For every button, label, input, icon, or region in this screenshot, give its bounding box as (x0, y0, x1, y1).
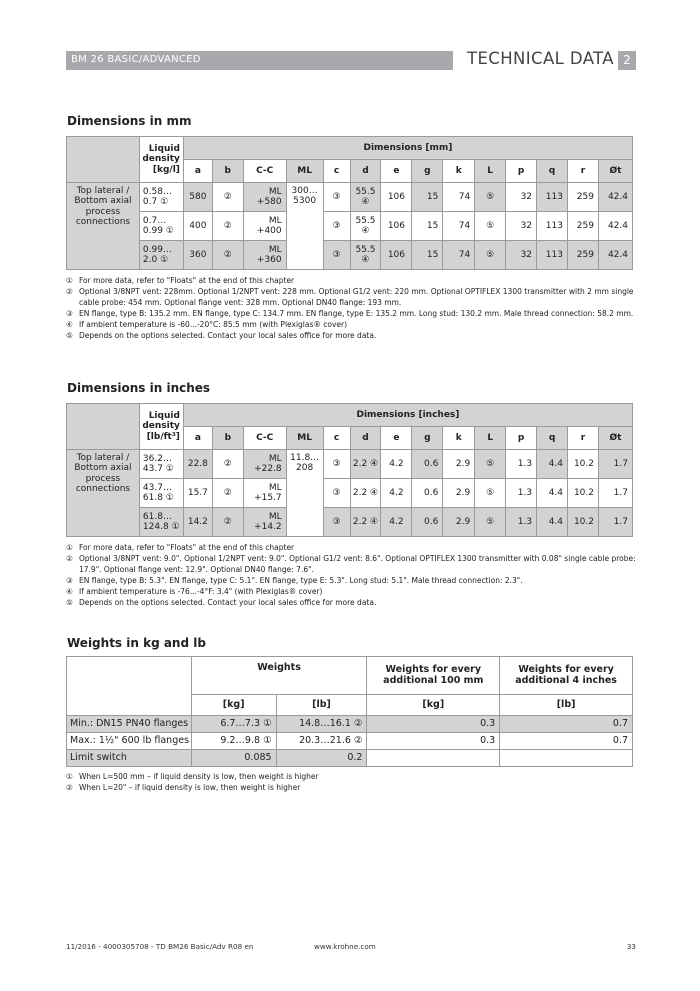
footer-document-id: 11/2016 - 4000305708 - TD BM26 Basic/Adv R08 en (66, 942, 254, 951)
col-header: g (412, 160, 443, 183)
row-label: Top lateral / Bottom axial process connections (67, 450, 140, 537)
mm-footnotes (66, 275, 636, 341)
table-cell: 1.7 (598, 450, 632, 479)
footnote-marker: ① (66, 276, 73, 285)
unit-header: [kg] (191, 695, 276, 716)
table-cell: ② (212, 183, 243, 212)
table-cell: 74 (443, 241, 475, 270)
table-cell: 1.7 (598, 508, 632, 537)
table-cell: 113 (537, 241, 568, 270)
unit-header: [kg] (367, 695, 500, 716)
footnote-text: Optional 3/8NPT vent: 9.0". Optional 1/2NPT vent: 9.0". Optional G1/2 vent: 8.6". Optional OPTIFLEX 1300 transmitter with 0.08" single cable probe: 17.9". Optional flange vent: 12.9". Optional DN40 flange: 7.6". (79, 554, 636, 574)
footnote-marker: ④ (66, 587, 73, 596)
col-header: Øt (598, 160, 632, 183)
table-cell: 36.2… 43.7 ① (139, 450, 183, 479)
dimensions-inches-table (66, 403, 633, 537)
footnote-marker: ① (66, 543, 73, 552)
footnote (66, 586, 636, 597)
table-cell (367, 750, 500, 767)
header-chapter-number: 2 (618, 51, 636, 70)
table-cell: 0.7 (500, 733, 633, 750)
table-cell: 400 (183, 212, 212, 241)
table-cell: 10.2 (568, 450, 599, 479)
header-product: BM 26 BASIC/ADVANCED (71, 54, 201, 65)
table-cell: ② (212, 508, 243, 537)
col-header: p (506, 160, 537, 183)
table-cell: 4.2 (381, 479, 412, 508)
density-header-label: Liquid density [lb/ft³] (142, 410, 180, 442)
table-cell: 15.7 (183, 479, 212, 508)
table-cell: 580 (183, 183, 212, 212)
header-bar (66, 51, 453, 70)
table-cell: 0.2 (276, 750, 367, 767)
table-cell: 9.2…9.8 ① (191, 733, 276, 750)
table-cell: ③ (323, 212, 350, 241)
table-cell: 55.5 ④ (350, 183, 381, 212)
table-cell: 106 (381, 183, 412, 212)
table-cell: ② (212, 479, 243, 508)
table-cell: 6.7…7.3 ① (191, 716, 276, 733)
table-cell: 74 (443, 212, 475, 241)
footer-website-link[interactable]: www.krohne.com (314, 942, 376, 951)
table-cell: 4.2 (381, 508, 412, 537)
footnote-marker: ③ (66, 576, 73, 585)
footnote-text: When L=20" – if liquid density is low, then weight is higher (79, 783, 301, 792)
col-header: e (381, 160, 412, 183)
table-cell: 2.9 (443, 479, 475, 508)
table-cell: 15 (412, 241, 443, 270)
table-cell: 0.3 (367, 716, 500, 733)
col-header: k (443, 160, 475, 183)
table-cell: 2.2 ④ (350, 479, 381, 508)
dimensions-header: Dimensions [inches] (183, 404, 632, 427)
col-header: d (350, 160, 381, 183)
weights-row-label: Max.: 1½" 600 lb flanges (67, 733, 192, 750)
table-cell: 43.7… 61.8 ① (139, 479, 183, 508)
table-cell: 15 (412, 183, 443, 212)
weights-header: Weights (191, 657, 367, 695)
footnote (66, 553, 636, 575)
col-header: b (212, 427, 243, 450)
table-cell: 0.6 (412, 450, 443, 479)
table-cell: 2.9 (443, 508, 475, 537)
col-header: L (475, 427, 506, 450)
table-cell: 2.9 (443, 450, 475, 479)
table-cell: 106 (381, 241, 412, 270)
table-cell: 1.7 (598, 479, 632, 508)
table-cell: 55.5 ④ (350, 212, 381, 241)
table-cell (500, 750, 633, 767)
table-cell: 10.2 (568, 479, 599, 508)
dimensions-header: Dimensions [mm] (183, 137, 632, 160)
table-cell: ③ (323, 241, 350, 270)
weights-footnotes (66, 771, 636, 793)
table-cell: 0.085 (191, 750, 276, 767)
col-header: e (381, 427, 412, 450)
table-cell: ML +400 (243, 212, 286, 241)
table-cell: 0.99… 2.0 ① (139, 241, 183, 270)
table-cell: 0.6 (412, 479, 443, 508)
page-header (66, 51, 636, 70)
table-cell: 113 (537, 183, 568, 212)
col-header: r (568, 427, 599, 450)
table-cell: 0.7… 0.99 ① (139, 212, 183, 241)
table-cell: 74 (443, 183, 475, 212)
footnote-text: EN flange, type B: 135.2 mm. EN flange, type C: 134.7 mm. EN flange, type E: 135.2 mm. Long stud: 130.2 mm. Male thread connection: 58.2 mm. (79, 309, 634, 318)
footnote-marker: ② (66, 287, 73, 296)
footnote-text: For more data, refer to "Floats" at the end of this chapter (79, 276, 295, 285)
footnote-text: If ambient temperature is -76...-4°F: 3.4" (with Plexiglas® cover) (79, 587, 323, 596)
table-cell: 4.2 (381, 450, 412, 479)
table-cell: 0.58… 0.7 ① (139, 183, 183, 212)
table-cell: 259 (567, 183, 598, 212)
table-cell: ⑤ (475, 241, 506, 270)
table-cell: ML +15.7 (243, 479, 286, 508)
table-cell: 11.8… 208 (286, 450, 323, 537)
footnote (66, 275, 636, 286)
corner-cell (67, 137, 140, 183)
weights-100mm-header: Weights for every additional 100 mm (367, 657, 500, 695)
table-cell: 4.4 (537, 479, 568, 508)
col-header: c (323, 427, 350, 450)
inch-footnotes (66, 542, 636, 608)
section-title-weights: Weights in kg and lb (67, 636, 206, 650)
col-header: a (183, 427, 212, 450)
col-header: q (537, 427, 568, 450)
footnote (66, 319, 636, 330)
weights-row-label: Min.: DN15 PN40 flanges (67, 716, 192, 733)
footnote-marker: ④ (66, 320, 73, 329)
table-cell: 42.4 (598, 183, 632, 212)
table-cell: ③ (323, 479, 350, 508)
table-cell: 1.3 (506, 508, 537, 537)
weights-row-label: Limit switch (67, 750, 192, 767)
table-cell: 32 (506, 212, 537, 241)
footnote (66, 330, 636, 341)
col-header: a (183, 160, 212, 183)
table-cell: 1.3 (506, 450, 537, 479)
table-cell: 259 (567, 212, 598, 241)
table-cell: ② (212, 241, 243, 270)
table-cell: ③ (323, 508, 350, 537)
footnote (66, 575, 636, 586)
section-title-mm: Dimensions in mm (67, 114, 192, 128)
table-cell: 55.5 ④ (350, 241, 381, 270)
header-section-title: TECHNICAL DATA (467, 49, 614, 68)
footnote-marker: ② (66, 554, 73, 563)
table-cell: 2.2 ④ (350, 508, 381, 537)
table-cell: 42.4 (598, 212, 632, 241)
row-label: Top lateral / Bottom axial process connections (67, 183, 140, 270)
col-header: k (443, 427, 475, 450)
table-cell: 14.2 (183, 508, 212, 537)
table-cell: ⑤ (475, 479, 506, 508)
footnote-text: For more data, refer to "Floats" at the end of this chapter (79, 543, 295, 552)
footnote-text: Depends on the options selected. Contact your local sales office for more data. (79, 598, 377, 607)
corner-cell (67, 404, 140, 450)
col-header: q (537, 160, 568, 183)
footer-page-number: 33 (626, 942, 636, 951)
table-cell: 15 (412, 212, 443, 241)
table-cell: ③ (323, 450, 350, 479)
weights-table (66, 656, 633, 767)
footnote-text: When L=500 mm – if liquid density is low, then weight is higher (79, 772, 319, 781)
col-header: c (323, 160, 350, 183)
table-cell: 4.4 (537, 508, 568, 537)
table-cell: ② (212, 212, 243, 241)
table-cell: 2.2 ④ (350, 450, 381, 479)
col-header: C-C (243, 160, 286, 183)
table-cell: 42.4 (598, 241, 632, 270)
table-cell: ⑤ (475, 212, 506, 241)
col-header: C-C (243, 427, 286, 450)
col-header: d (350, 427, 381, 450)
table-cell: 106 (381, 212, 412, 241)
weights-corner-cell (67, 657, 192, 716)
table-cell: 1.3 (506, 479, 537, 508)
footnote (66, 308, 636, 319)
table-cell: ⑤ (475, 508, 506, 537)
col-header: g (412, 427, 443, 450)
table-cell: ⑤ (475, 450, 506, 479)
weights-4in-header: Weights for every additional 4 inches (500, 657, 633, 695)
table-cell: 32 (506, 241, 537, 270)
col-header: r (567, 160, 598, 183)
col-header: p (506, 427, 537, 450)
density-header-label: Liquid density [kg/l] (142, 143, 180, 175)
table-cell: ML +22.8 (243, 450, 286, 479)
table-cell: 32 (506, 183, 537, 212)
col-header: b (212, 160, 243, 183)
table-cell: 22.8 (183, 450, 212, 479)
table-cell: 61.8… 124.8 ① (139, 508, 183, 537)
section-title-inches: Dimensions in inches (67, 381, 211, 395)
footnote-marker: ⑤ (66, 331, 73, 340)
col-header: ML (286, 160, 323, 183)
footnote (66, 286, 636, 308)
table-cell: 0.7 (500, 716, 633, 733)
footnote-text: Depends on the options selected. Contact your local sales office for more data. (79, 331, 377, 340)
table-cell: ② (212, 450, 243, 479)
footnote-text: EN flange, type B: 5.3". EN flange, type C: 5.1". EN flange, type E: 5.3". Long stud: 5.1". Male thread connection: 2.3". (79, 576, 523, 585)
density-header (139, 137, 183, 183)
table-cell: 4.4 (537, 450, 568, 479)
footnote-text: If ambient temperature is -60...-20°C: 85.5 mm (with Plexiglas® cover) (79, 320, 348, 329)
footnote-marker: ② (66, 783, 73, 792)
table-cell: 20.3…21.6 ② (276, 733, 367, 750)
table-cell: 300… 5300 (286, 183, 323, 270)
col-header: Øt (598, 427, 632, 450)
density-header (139, 404, 183, 450)
table-cell: ML +580 (243, 183, 286, 212)
table-cell: 259 (567, 241, 598, 270)
footnote-marker: ⑤ (66, 598, 73, 607)
unit-header: [lb] (500, 695, 633, 716)
footnote-text: Optional 3/8NPT vent: 228mm. Optional 1/2NPT vent: 228 mm. Optional G1/2 vent: 220 mm. Optional OPTIFLEX 1300 transmitter with 2 mm single cable probe: 454 mm. Optional flange vent: 328 mm. Optional DN40 flange: 193 mm. (79, 287, 634, 307)
footnote (66, 782, 636, 793)
footnote-marker: ③ (66, 309, 73, 318)
footnote-marker: ① (66, 772, 73, 781)
table-cell: ⑤ (475, 183, 506, 212)
table-cell: 360 (183, 241, 212, 270)
dimensions-mm-table (66, 136, 633, 270)
table-cell: 14.8…16.1 ② (276, 716, 367, 733)
table-cell: ③ (323, 183, 350, 212)
table-cell: ML +14.2 (243, 508, 286, 537)
table-cell: 10.2 (568, 508, 599, 537)
table-cell: 113 (537, 212, 568, 241)
col-header: L (475, 160, 506, 183)
table-cell: 0.6 (412, 508, 443, 537)
unit-header: [lb] (276, 695, 367, 716)
table-cell: 0.3 (367, 733, 500, 750)
table-cell: ML +360 (243, 241, 286, 270)
col-header: ML (286, 427, 323, 450)
footnote (66, 542, 636, 553)
footnote (66, 771, 636, 782)
footnote (66, 597, 636, 608)
